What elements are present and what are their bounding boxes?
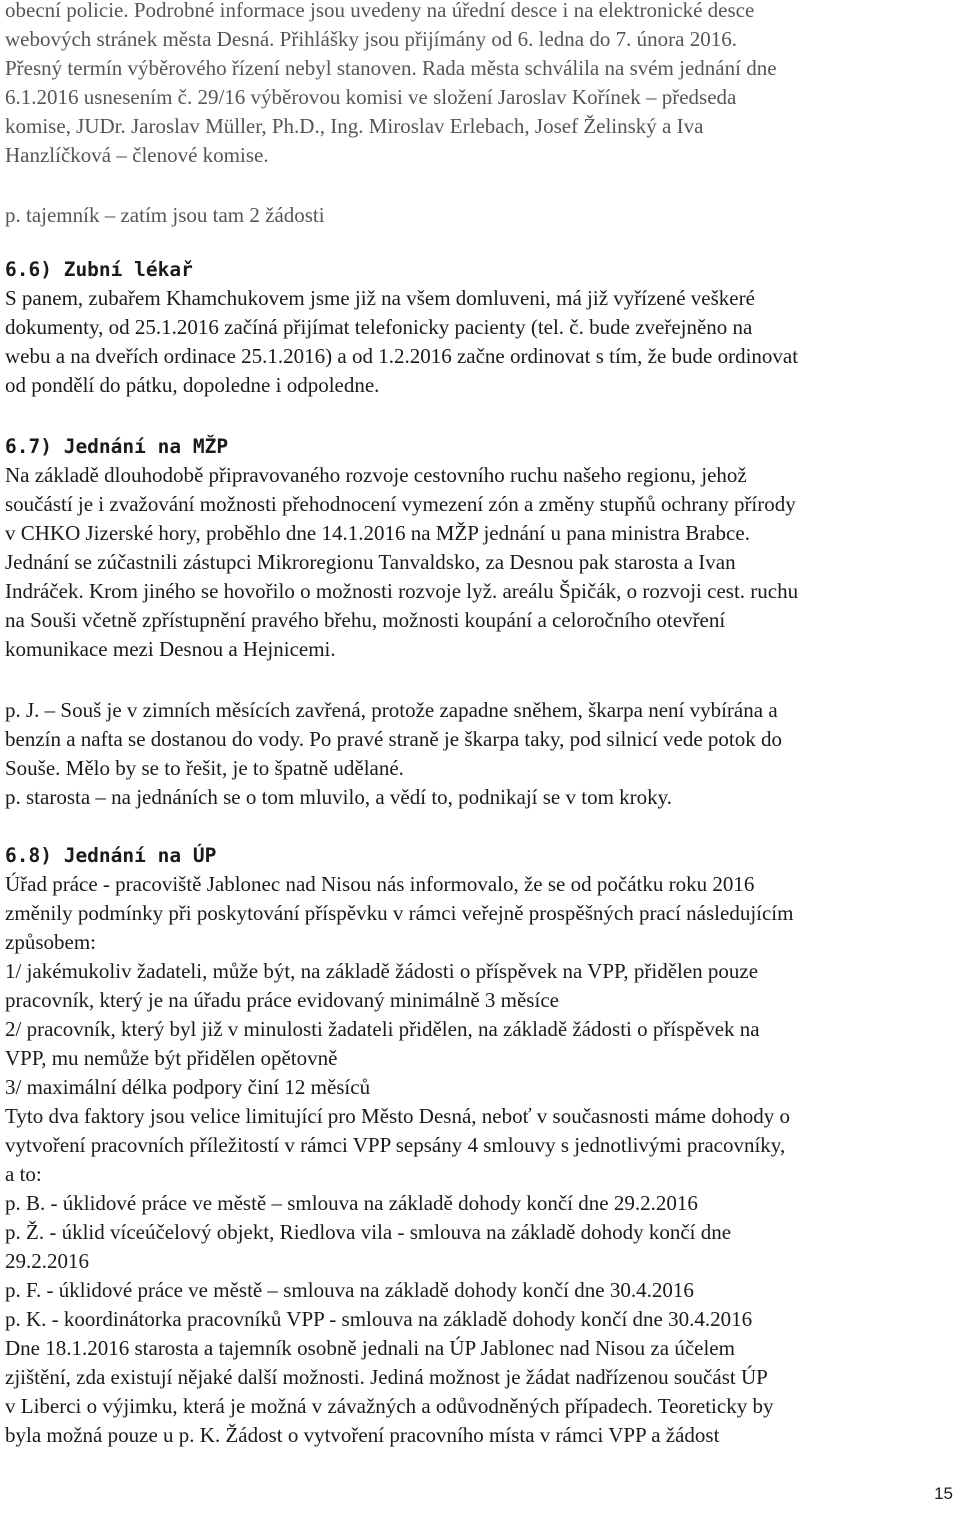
text-line: od pondělí do pátku, dopoledne i odpoledne. (5, 373, 380, 397)
text-line: p. B. - úklidové práce ve městě – smlouva na základě dohody končí dne 29.2.2016 (5, 1191, 698, 1215)
text-line: benzín a nafta se dostanou do vody. Po pravé straně je škarpa taky, pod silnicí vede potok do (5, 727, 782, 751)
text-line: 6.1.2016 usnesením č. 29/16 výběrovou komisi ve složení Jaroslav Kořínek – předseda (5, 85, 737, 109)
text-line: VPP, mu nemůže být přidělen opětovně (5, 1046, 338, 1070)
section-heading-text: 6.6) Zubní lékař (5, 258, 193, 281)
text-line: p. tajemník – zatím jsou tam 2 žádosti (5, 203, 325, 227)
section-6-7-heading (5, 432, 957, 461)
text-line: p. F. - úklidové práce ve městě – smlouva na základě dohody končí dne 30.4.2016 (5, 1278, 694, 1302)
text-line: S panem, zubařem Khamchukovem jsme již na všem domluveni, má již vyřízené veškeré (5, 286, 755, 310)
text-line: p. starosta – na jednáních se o tom mluvilo, a vědí to, podnikají se v tom kroky. (5, 785, 673, 809)
text-line: na Souši včetně zpřístupnění pravého břehu, možnosti koupání a celoročního otevření (5, 608, 726, 632)
text-line: komunikace mezi Desnou a Hejnicemi. (5, 637, 336, 661)
text-line: 3/ maximální délka podpory činí 12 měsíců (5, 1075, 371, 1099)
text-line: v CHKO Jizerské hory, proběhlo dne 14.1.2016 na MŽP jednání u pana ministra Brabce. (5, 521, 750, 545)
text-line: Přesný termín výběrového řízení nebyl stanoven. Rada města schválila na svém jednání dne (5, 56, 777, 80)
intro-paragraph (5, 0, 957, 170)
text-line: součástí je i zvažování možnosti přehodnocení vymezení zón a změny stupňů ochrany přírody (5, 492, 796, 516)
text-line: dokumenty, od 25.1.2016 začíná přijímat telefonicky pacienty (tel. č. bude zveřejněno na (5, 315, 753, 339)
text-line: p. J. – Souš je v zimních měsících zavřená, protože zapadne sněhem, škarpa není vybírána a (5, 698, 778, 722)
section-6-7-body (5, 461, 957, 664)
text-line: změnily podmínky při poskytování příspěvku v rámci veřejně prospěšných prací následujícím (5, 901, 794, 925)
section-6-6-heading (5, 255, 957, 284)
section-heading-text: 6.8) Jednání na ÚP (5, 844, 217, 867)
text-line: webu a na dveřích ordinace 25.1.2016) a od 1.2.2016 začne ordinovat s tím, že bude ordinovat (5, 344, 799, 368)
text-line: Úřad práce - pracoviště Jablonec nad Nisou nás informovalo, že se od počátku roku 2016 (5, 872, 755, 896)
text-line: obecní policie. Podrobné informace jsou uvedeny na úřední desce i na elektronické desce (5, 0, 755, 22)
text-line: a to: (5, 1162, 42, 1186)
text-line: 1/ jakémukoliv žadateli, může být, na základě žádosti o příspěvek na VPP, přidělen pouze (5, 959, 759, 983)
text-line: pracovník, který je na úřadu práce evidovaný minimálně 3 měsíce (5, 988, 559, 1012)
text-line: Na základě dlouhodobě připravovaného rozvoje cestovního ruchu našeho regionu, jehož (5, 463, 747, 487)
text-line: 29.2.2016 (5, 1249, 89, 1273)
section-heading-text: 6.7) Jednání na MŽP (5, 435, 229, 458)
text-line: Jednání se zúčastnili zástupci Mikroregionu Tanvaldsko, za Desnou pak starosta a Ivan (5, 550, 736, 574)
text-line: 2/ pracovník, který byl již v minulosti žadateli přidělen, na základě žádosti o příspěvek na (5, 1017, 760, 1041)
text-line: p. K. - koordinátorka pracovníků VPP - smlouva na základě dohody končí dne 30.4.2016 (5, 1307, 753, 1331)
text-line: způsobem: (5, 930, 96, 954)
section-6-6-body (5, 284, 957, 400)
text-line: Hanzlíčková – členové komise. (5, 143, 269, 167)
text-line: webových stránek města Desná. Přihlášky jsou přijímány od 6. ledna do 7. února 2016. (5, 27, 737, 51)
text-line: vytvoření pracovních příležitostí v rámci VPP sepsány 4 smlouvy s jednotlivými pracovníky, (5, 1133, 786, 1157)
text-line: Tyto dva faktory jsou velice limitující pro Město Desná, neboť v současnosti máme dohody o (5, 1104, 790, 1128)
section-6-8-heading (5, 841, 957, 870)
section-6-8-body (5, 870, 957, 1450)
page-number: 15 (934, 1484, 953, 1503)
text-line: zjištění, zda existují nějaké další možnosti. Jediná možnost je žádat nadřízenou součást ÚP (5, 1365, 768, 1389)
section-6-7-discussion (5, 696, 957, 812)
tajemnik-note (5, 201, 957, 230)
text-line: byla možná pouze u p. K. Žádost o vytvoření pracovního místa v rámci VPP a žádost (5, 1423, 720, 1447)
text-line: Dne 18.1.2016 starosta a tajemník osobně jednali na ÚP Jablonec nad Nisou za účelem (5, 1336, 735, 1360)
text-line: Indráček. Krom jiného se hovořilo o možnosti rozvoje lyž. areálu Špičák, o rozvoji cest. ruchu (5, 579, 799, 603)
text-line: p. Ž. - úklid víceúčelový objekt, Riedlova vila - smlouva na základě dohody končí dne (5, 1220, 732, 1244)
text-line: v Liberci o výjimku, která je možná v závažných a odůvodněných případech. Teoreticky by (5, 1394, 774, 1418)
text-line: Souše. Mělo by se to řešit, je to špatně udělané. (5, 756, 404, 780)
text-line: komise, JUDr. Jaroslav Müller, Ph.D., Ing. Miroslav Erlebach, Josef Želinský a Iva (5, 114, 704, 138)
